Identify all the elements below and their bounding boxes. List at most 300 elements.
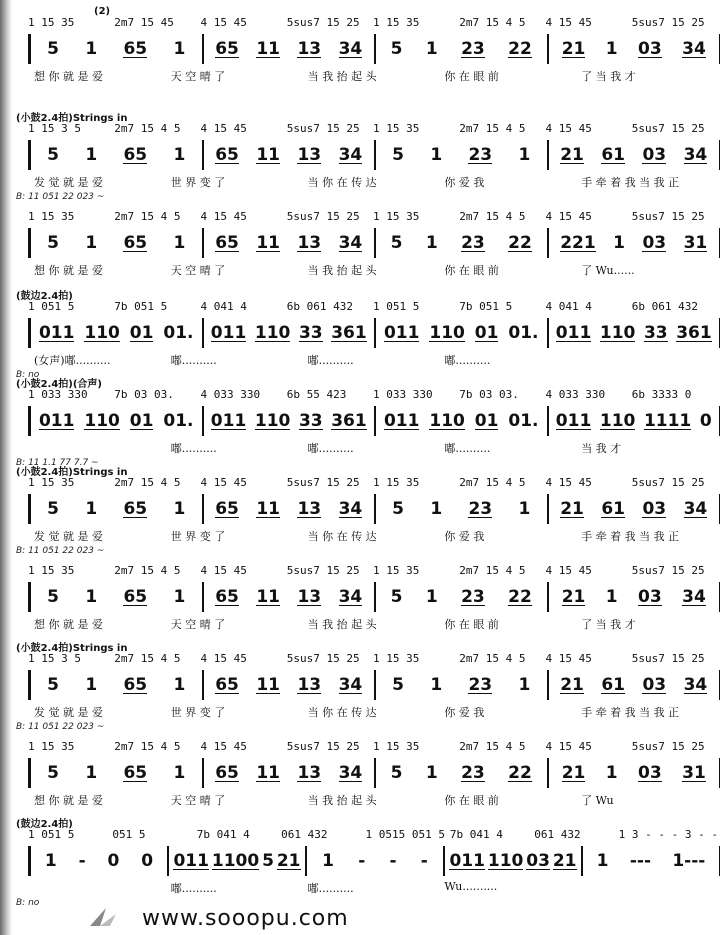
- chord-symbol: 1 1̇5 3 5: [28, 652, 81, 665]
- notation-staff: [28, 140, 720, 170]
- measure: [31, 494, 204, 524]
- jianpu-note: 1: [85, 499, 98, 519]
- music-system: [14, 210, 716, 314]
- bass-line: B: no: [16, 370, 40, 380]
- measure: [31, 670, 204, 700]
- jianpu-note: 1: [44, 851, 57, 871]
- notation-staff: [28, 494, 720, 524]
- watermark-logo-icon: [86, 904, 126, 930]
- measure: [376, 406, 549, 436]
- chord-symbol: 1 0515 051 5: [365, 828, 445, 841]
- chord-symbol: 4 1̇5 45: [200, 564, 247, 577]
- chord-symbol: 7b 041 4: [196, 828, 250, 841]
- chord-symbol: 1 1̇5 3 5: [28, 122, 81, 135]
- jianpu-note: 01.: [508, 323, 539, 343]
- jianpu-note: 22: [508, 233, 532, 253]
- jianpu-note: 33: [298, 411, 323, 431]
- jianpu-note: 110: [599, 323, 636, 343]
- notation-staff: [28, 758, 720, 788]
- jianpu-note: 1: [430, 499, 443, 519]
- chord-symbol: 5sus7 1̇5 2̇5: [631, 564, 705, 577]
- measure: [204, 758, 377, 788]
- jianpu-note: 5: [392, 675, 404, 695]
- lyric-text: 想 你 就 是 爱: [34, 70, 103, 83]
- jianpu-note: 5: [47, 763, 59, 783]
- jianpu-note: 23: [468, 145, 493, 165]
- jianpu-note: 13: [297, 587, 322, 607]
- lyric-text: 嘟..........: [307, 882, 354, 895]
- measure: [549, 582, 720, 612]
- page-binding-shadow: [0, 0, 12, 935]
- system-instruction: (小鼓2.4拍)Strings in: [16, 113, 128, 124]
- jianpu-note: -: [358, 851, 366, 871]
- jianpu-note: 21: [560, 675, 584, 695]
- chord-symbol: 7b 041 4: [449, 828, 503, 841]
- chord-symbol: 4 1̇5 45: [545, 652, 592, 665]
- jianpu-note: 65: [215, 39, 239, 59]
- chord-symbol: 4 1̇5 45: [200, 16, 247, 29]
- sheet-music-page: [14, 0, 716, 935]
- chord-symbol: 2m7 1̇5 4 5: [114, 210, 181, 223]
- jianpu-note: 5: [390, 233, 403, 253]
- jianpu-note: 03: [642, 233, 667, 253]
- lyric-text: 发 觉 就 是 爱: [34, 176, 103, 189]
- chord-symbol: 061 432: [281, 828, 328, 841]
- watermark-url: www.sooopu.com: [142, 906, 349, 931]
- jianpu-note: 33: [298, 323, 323, 343]
- chord-symbol: 4 041 4: [200, 300, 247, 313]
- jianpu-note: 5: [47, 39, 59, 59]
- lyric-text: 天 空 晴 了: [170, 618, 226, 631]
- jianpu-note: 11: [256, 675, 281, 695]
- lyric-text: 发 觉 就 是 爱: [34, 706, 103, 719]
- jianpu-note: 1: [425, 587, 438, 607]
- jianpu-note: 011: [383, 323, 420, 343]
- lyric-text: 了 当 我 才: [581, 70, 636, 83]
- jianpu-note: 361: [331, 323, 367, 343]
- jianpu-note: 11: [256, 587, 281, 607]
- chord-symbol: 4 1̇5 45: [545, 16, 592, 29]
- chord-row: [28, 300, 718, 316]
- jianpu-note: 65: [123, 587, 148, 607]
- jianpu-note: 110: [254, 411, 291, 431]
- chord-symbol: 1 051 5: [28, 300, 75, 313]
- measure: [376, 318, 549, 348]
- jianpu-note: 21: [561, 763, 586, 783]
- lyric-text: 世 界 变 了: [170, 530, 226, 543]
- lyric-text: 当 我 抬 起 头: [307, 794, 377, 807]
- jianpu-note: 5: [47, 233, 59, 253]
- measure: [376, 228, 549, 258]
- measure: [204, 140, 377, 170]
- measure: [445, 846, 583, 876]
- chord-symbol: 4 1̇5 45: [200, 476, 247, 489]
- chord-symbol: 2m7 1̇5 4 5: [459, 210, 526, 223]
- jianpu-note: ---: [629, 851, 651, 871]
- jianpu-note: 011: [38, 323, 75, 343]
- chord-symbol: 5sus7 1̇5 2̇5: [631, 210, 705, 223]
- measure: [204, 406, 377, 436]
- jianpu-note: 5: [47, 145, 59, 165]
- lyric-text: 当 我 抬 起 头: [307, 264, 377, 277]
- chord-symbol: 5sus7 1̇5 2̇5: [286, 122, 360, 135]
- jianpu-note: 01.: [508, 411, 539, 431]
- chord-symbol: 1 1̇5 35: [373, 564, 420, 577]
- measure: [204, 318, 377, 348]
- jianpu-note: 03: [638, 587, 662, 607]
- measure: [31, 34, 204, 64]
- lyric-text: [34, 880, 171, 896]
- chord-symbol: 7b 03 03.: [114, 388, 174, 401]
- chord-symbol: 2m7 1̇5 4 5: [114, 652, 181, 665]
- jianpu-note: 110: [254, 323, 291, 343]
- jianpu-note: 0: [699, 411, 712, 431]
- jianpu-note: 01.: [163, 411, 194, 431]
- lyric-text: 了 Wu......: [581, 264, 635, 277]
- jianpu-note: 1: [85, 763, 98, 783]
- jianpu-note: 1: [430, 675, 443, 695]
- jianpu-note: 1: [85, 587, 98, 607]
- bass-line: B: 11 051 22 023 ~: [16, 546, 105, 556]
- jianpu-note: 5: [390, 763, 403, 783]
- chord-symbol: 1 1̇5 35: [28, 564, 75, 577]
- chord-row: [28, 740, 718, 756]
- jianpu-note: 1: [425, 763, 438, 783]
- chord-symbol: 1 033 330: [373, 388, 433, 401]
- jianpu-note: 5: [262, 851, 274, 871]
- measure: [31, 406, 204, 436]
- lyric-text: 嘟..........: [307, 354, 354, 367]
- chord-symbol: 2m7 1̇5 4 5: [459, 476, 526, 489]
- chord-row: [28, 828, 718, 844]
- lyric-row: [34, 880, 718, 896]
- lyric-text: 嘟..........: [444, 354, 491, 367]
- measure: [376, 140, 549, 170]
- chord-symbol: 2m7 1̇5 4 5: [114, 476, 181, 489]
- chord-row: [28, 652, 718, 668]
- jianpu-note: 1111: [643, 411, 692, 431]
- jianpu-note: 65: [123, 675, 148, 695]
- jianpu-note: 13: [297, 145, 322, 165]
- lyric-text: 嘟..........: [444, 442, 491, 455]
- jianpu-note: 65: [215, 145, 239, 165]
- jianpu-note: 0: [107, 851, 120, 871]
- jianpu-note: 34: [338, 499, 363, 519]
- jianpu-note: 1: [518, 145, 531, 165]
- jianpu-note: 21: [561, 39, 586, 59]
- jianpu-note: 11: [256, 233, 281, 253]
- jianpu-note: 1: [430, 145, 443, 165]
- chord-symbol: 2m7 1̇5 4 5: [459, 564, 526, 577]
- chord-symbol: 5sus7 1̇5 2̇5: [286, 740, 360, 753]
- lyric-text: 想 你 就 是 爱: [34, 618, 103, 631]
- measure: [31, 758, 204, 788]
- jianpu-note: 1: [85, 675, 98, 695]
- chord-symbol: 4 041 4: [545, 300, 592, 313]
- lyric-text: 想 你 就 是 爱: [34, 264, 103, 277]
- chord-symbol: 2m7 1̇5 4 5: [459, 16, 526, 29]
- measure: [31, 140, 204, 170]
- lyric-text: 当 我 才: [581, 442, 622, 455]
- jianpu-note: 34: [338, 145, 363, 165]
- jianpu-note: 33: [643, 323, 668, 343]
- measure: [204, 228, 377, 258]
- chord-symbol: 5sus7 1̇5 2̇5: [631, 740, 705, 753]
- jianpu-note: 65: [215, 763, 239, 783]
- jianpu-note: 65: [215, 233, 239, 253]
- chord-symbol: 2m7 1̇5 4 5: [114, 564, 181, 577]
- jianpu-note: 23: [461, 39, 485, 59]
- jianpu-note: 110: [84, 323, 120, 343]
- measure: [549, 318, 720, 348]
- lyric-text: 嘟..........: [170, 354, 217, 367]
- jianpu-note: 34: [683, 145, 708, 165]
- jianpu-note: 23: [468, 675, 493, 695]
- chord-symbol: 4 1̇5 45: [200, 652, 247, 665]
- lyric-text: 嘟..........: [307, 442, 354, 455]
- jianpu-note: 011: [173, 851, 209, 871]
- lyric-text: 当 你 在 传 达: [307, 530, 377, 543]
- chord-symbol: 5sus7 1̇5 2̇5: [286, 476, 360, 489]
- chord-symbol: 5sus7 1̇5 2̇5: [286, 564, 360, 577]
- lyric-text: 当 你 在 传 达: [307, 176, 377, 189]
- jianpu-note: 1: [173, 145, 186, 165]
- chord-symbol: 5sus7 1̇5 2̇5: [631, 122, 705, 135]
- jianpu-note: 1: [173, 233, 186, 253]
- jianpu-note: 13: [297, 233, 322, 253]
- chord-symbol: 1 1̇5 35: [28, 16, 75, 29]
- chord-symbol: 6b 55 423: [286, 388, 347, 401]
- lyric-text: 手 牵 着 我 当 我 正: [581, 176, 680, 189]
- jianpu-note: 5: [390, 587, 403, 607]
- jianpu-note: 01: [129, 323, 154, 343]
- chord-symbol: 1 033 330: [28, 388, 88, 401]
- lyric-text: 嘟..........: [170, 882, 217, 895]
- chord-symbol: 051 5: [112, 828, 146, 841]
- jianpu-note: 221: [560, 233, 596, 253]
- jianpu-note: 110: [429, 323, 465, 343]
- chord-symbol: 4 1̇5 45: [545, 564, 592, 577]
- lyric-row: [34, 174, 718, 190]
- measure: [204, 494, 377, 524]
- lyric-text: 世 界 变 了: [170, 176, 226, 189]
- chord-symbol: 5sus7 1̇5 2̇5: [631, 476, 705, 489]
- jianpu-note: 1: [85, 145, 98, 165]
- chord-symbol: 7b 051 5: [459, 300, 513, 313]
- chord-symbol: 4 1̇5 45: [545, 476, 592, 489]
- measure: [376, 670, 549, 700]
- jianpu-note: 03: [638, 763, 662, 783]
- notation-staff: [28, 228, 720, 258]
- chord-symbol: 5sus7 1̇5 2̇5: [286, 16, 360, 29]
- chord-symbol: 1 1̇5 35: [28, 210, 75, 223]
- jianpu-note: 1: [322, 851, 334, 871]
- jianpu-note: 5: [390, 39, 403, 59]
- jianpu-note: 1: [425, 39, 438, 59]
- jianpu-note: 61: [601, 675, 626, 695]
- jianpu-note: 03: [638, 39, 662, 59]
- jianpu-note: 23: [461, 763, 485, 783]
- lyric-text: 你 爱 我: [444, 706, 485, 719]
- measure: [31, 318, 204, 348]
- jianpu-note: 21: [560, 145, 584, 165]
- bass-line: B: 11 1.1 77 7.7 ~: [16, 458, 99, 468]
- measure: [204, 34, 377, 64]
- chord-symbol: 7b 051 5: [114, 300, 168, 313]
- notation-staff: [28, 582, 720, 612]
- jianpu-note: 13: [297, 763, 322, 783]
- lyric-text: 想 你 就 是 爱: [34, 794, 103, 807]
- jianpu-note: 34: [338, 233, 363, 253]
- jianpu-note: 110: [487, 851, 524, 871]
- jianpu-note: 34: [338, 587, 363, 607]
- jianpu-note: 1: [173, 587, 186, 607]
- chord-symbol: 7b 03 03.: [459, 388, 519, 401]
- jianpu-note: 110: [429, 411, 465, 431]
- jianpu-note: 1: [173, 675, 186, 695]
- jianpu-note: 1: [613, 233, 626, 253]
- jianpu-note: 65: [215, 499, 239, 519]
- jianpu-note: 11: [256, 39, 281, 59]
- jianpu-note: 31: [682, 763, 706, 783]
- measure: [169, 846, 307, 876]
- measure: [376, 34, 549, 64]
- lyric-text: [34, 440, 171, 456]
- jianpu-note: 22: [508, 39, 532, 59]
- lyric-row: [34, 792, 718, 808]
- lyric-text: 天 空 晴 了: [170, 794, 226, 807]
- chord-symbol: 2m7 1̇5 4 5: [459, 122, 526, 135]
- jianpu-note: 361: [676, 323, 712, 343]
- chord-row: [28, 564, 718, 580]
- lyric-text: 你 在 眼 前: [444, 618, 499, 631]
- chord-symbol: 1 1̇5 35: [373, 740, 420, 753]
- jianpu-note: 65: [123, 39, 148, 59]
- jianpu-note: 1: [518, 675, 531, 695]
- system-instruction: (小鼓2.4拍)(合声): [16, 379, 102, 390]
- notation-staff: [28, 318, 720, 348]
- jianpu-note: 1: [605, 39, 618, 59]
- system-instruction: (鼓边2.4拍): [16, 291, 73, 302]
- jianpu-note: 03: [642, 675, 667, 695]
- lyric-text: 嘟..........: [170, 442, 217, 455]
- lyric-text: (女声)嘟..........: [34, 354, 111, 367]
- jianpu-note: 01: [474, 323, 499, 343]
- jianpu-note: 22: [508, 587, 532, 607]
- measure: [31, 582, 204, 612]
- chord-row: [28, 16, 718, 32]
- chord-symbol: 5sus7 1̇5 2̇5: [631, 652, 705, 665]
- chord-row: [28, 122, 718, 138]
- chord-symbol: 6b 061 432: [286, 300, 353, 313]
- lyric-text: 你 爱 我: [444, 176, 485, 189]
- lyric-text: 当 我 抬 起 头: [307, 70, 377, 83]
- measure: [204, 582, 377, 612]
- jianpu-note: 23: [461, 233, 485, 253]
- jianpu-note: 65: [123, 145, 148, 165]
- lyric-row: [34, 616, 718, 632]
- lyric-row: [34, 440, 718, 456]
- lyric-text: 你 在 眼 前: [444, 264, 499, 277]
- jianpu-note: 011: [210, 323, 247, 343]
- jianpu-note: 011: [38, 411, 75, 431]
- music-system: [14, 6, 716, 120]
- jianpu-note: 03: [526, 851, 550, 871]
- jianpu-note: 23: [468, 499, 493, 519]
- lyric-text: 你 在 眼 前: [444, 794, 499, 807]
- chord-symbol: 2m7 1̇5 4 5: [459, 652, 526, 665]
- measure: [549, 406, 720, 436]
- jianpu-note: 65: [123, 763, 148, 783]
- chord-symbol: 1 051 5: [28, 828, 75, 841]
- chord-row: [28, 210, 718, 226]
- lyric-text: 天 空 晴 了: [170, 264, 226, 277]
- jianpu-note: 0: [141, 851, 154, 871]
- chord-symbol: 1 3 - - - 3 - -: [618, 828, 718, 841]
- chord-symbol: 1 1̇5 35: [373, 210, 420, 223]
- jianpu-note: 21: [560, 499, 584, 519]
- jianpu-note: -: [389, 851, 397, 871]
- lyric-text: 发 觉 就 是 爱: [34, 530, 103, 543]
- measure: [307, 846, 445, 876]
- jianpu-note: 110: [84, 411, 120, 431]
- jianpu-note: 01: [129, 411, 154, 431]
- bass-line: B: 11 051 22 023 ~: [16, 192, 105, 202]
- chord-symbol: 6b 061 432: [631, 300, 698, 313]
- notation-staff: [28, 846, 720, 876]
- chord-symbol: 4 1̇5 45: [545, 210, 592, 223]
- lyric-row: [34, 262, 718, 278]
- jianpu-note: 11: [256, 763, 281, 783]
- jianpu-note: 13: [297, 675, 322, 695]
- lyric-text: 你 在 眼 前: [444, 70, 499, 83]
- chord-symbol: 2m7 1̇5 4 5: [114, 740, 181, 753]
- jianpu-note: 65: [215, 675, 239, 695]
- chord-symbol: 4 1̇5 45: [200, 122, 247, 135]
- jianpu-note: 11: [256, 145, 281, 165]
- jianpu-note: 21: [276, 851, 301, 871]
- chord-symbol: 1 1̇5 35: [28, 476, 75, 489]
- jianpu-note: 5: [47, 675, 59, 695]
- jianpu-note: 011: [383, 411, 420, 431]
- chord-symbol: 1 1̇5 35: [28, 740, 75, 753]
- chord-symbol: 5sus7 1̇5 2̇5: [286, 210, 360, 223]
- jianpu-note: 11: [256, 499, 281, 519]
- lyric-text: 天 空 晴 了: [170, 70, 226, 83]
- measure: [549, 140, 720, 170]
- lyric-text: [581, 352, 718, 368]
- jianpu-note: 1: [173, 499, 186, 519]
- lyric-text: 当 我 抬 起 头: [307, 618, 377, 631]
- jianpu-note: 1: [605, 763, 618, 783]
- jianpu-note: 5: [392, 145, 404, 165]
- jianpu-note: 23: [461, 587, 485, 607]
- lyric-text: 当 你 在 传 达: [307, 706, 377, 719]
- jianpu-note: 31: [683, 233, 708, 253]
- system-instruction: (小鼓2.4拍)Strings in: [16, 643, 128, 654]
- jianpu-note: 1: [173, 39, 186, 59]
- jianpu-note: 61: [601, 499, 626, 519]
- jianpu-note: 110: [599, 411, 636, 431]
- lyric-text: 世 界 变 了: [170, 706, 226, 719]
- chord-symbol: 4 1̇5 45: [200, 210, 247, 223]
- jianpu-note: 65: [123, 499, 148, 519]
- measure: [204, 670, 377, 700]
- notation-staff: [28, 670, 720, 700]
- chord-symbol: 6b 3333 0: [631, 388, 692, 401]
- chord-symbol: 4 1̇5 45: [200, 740, 247, 753]
- jianpu-note: 65: [215, 587, 239, 607]
